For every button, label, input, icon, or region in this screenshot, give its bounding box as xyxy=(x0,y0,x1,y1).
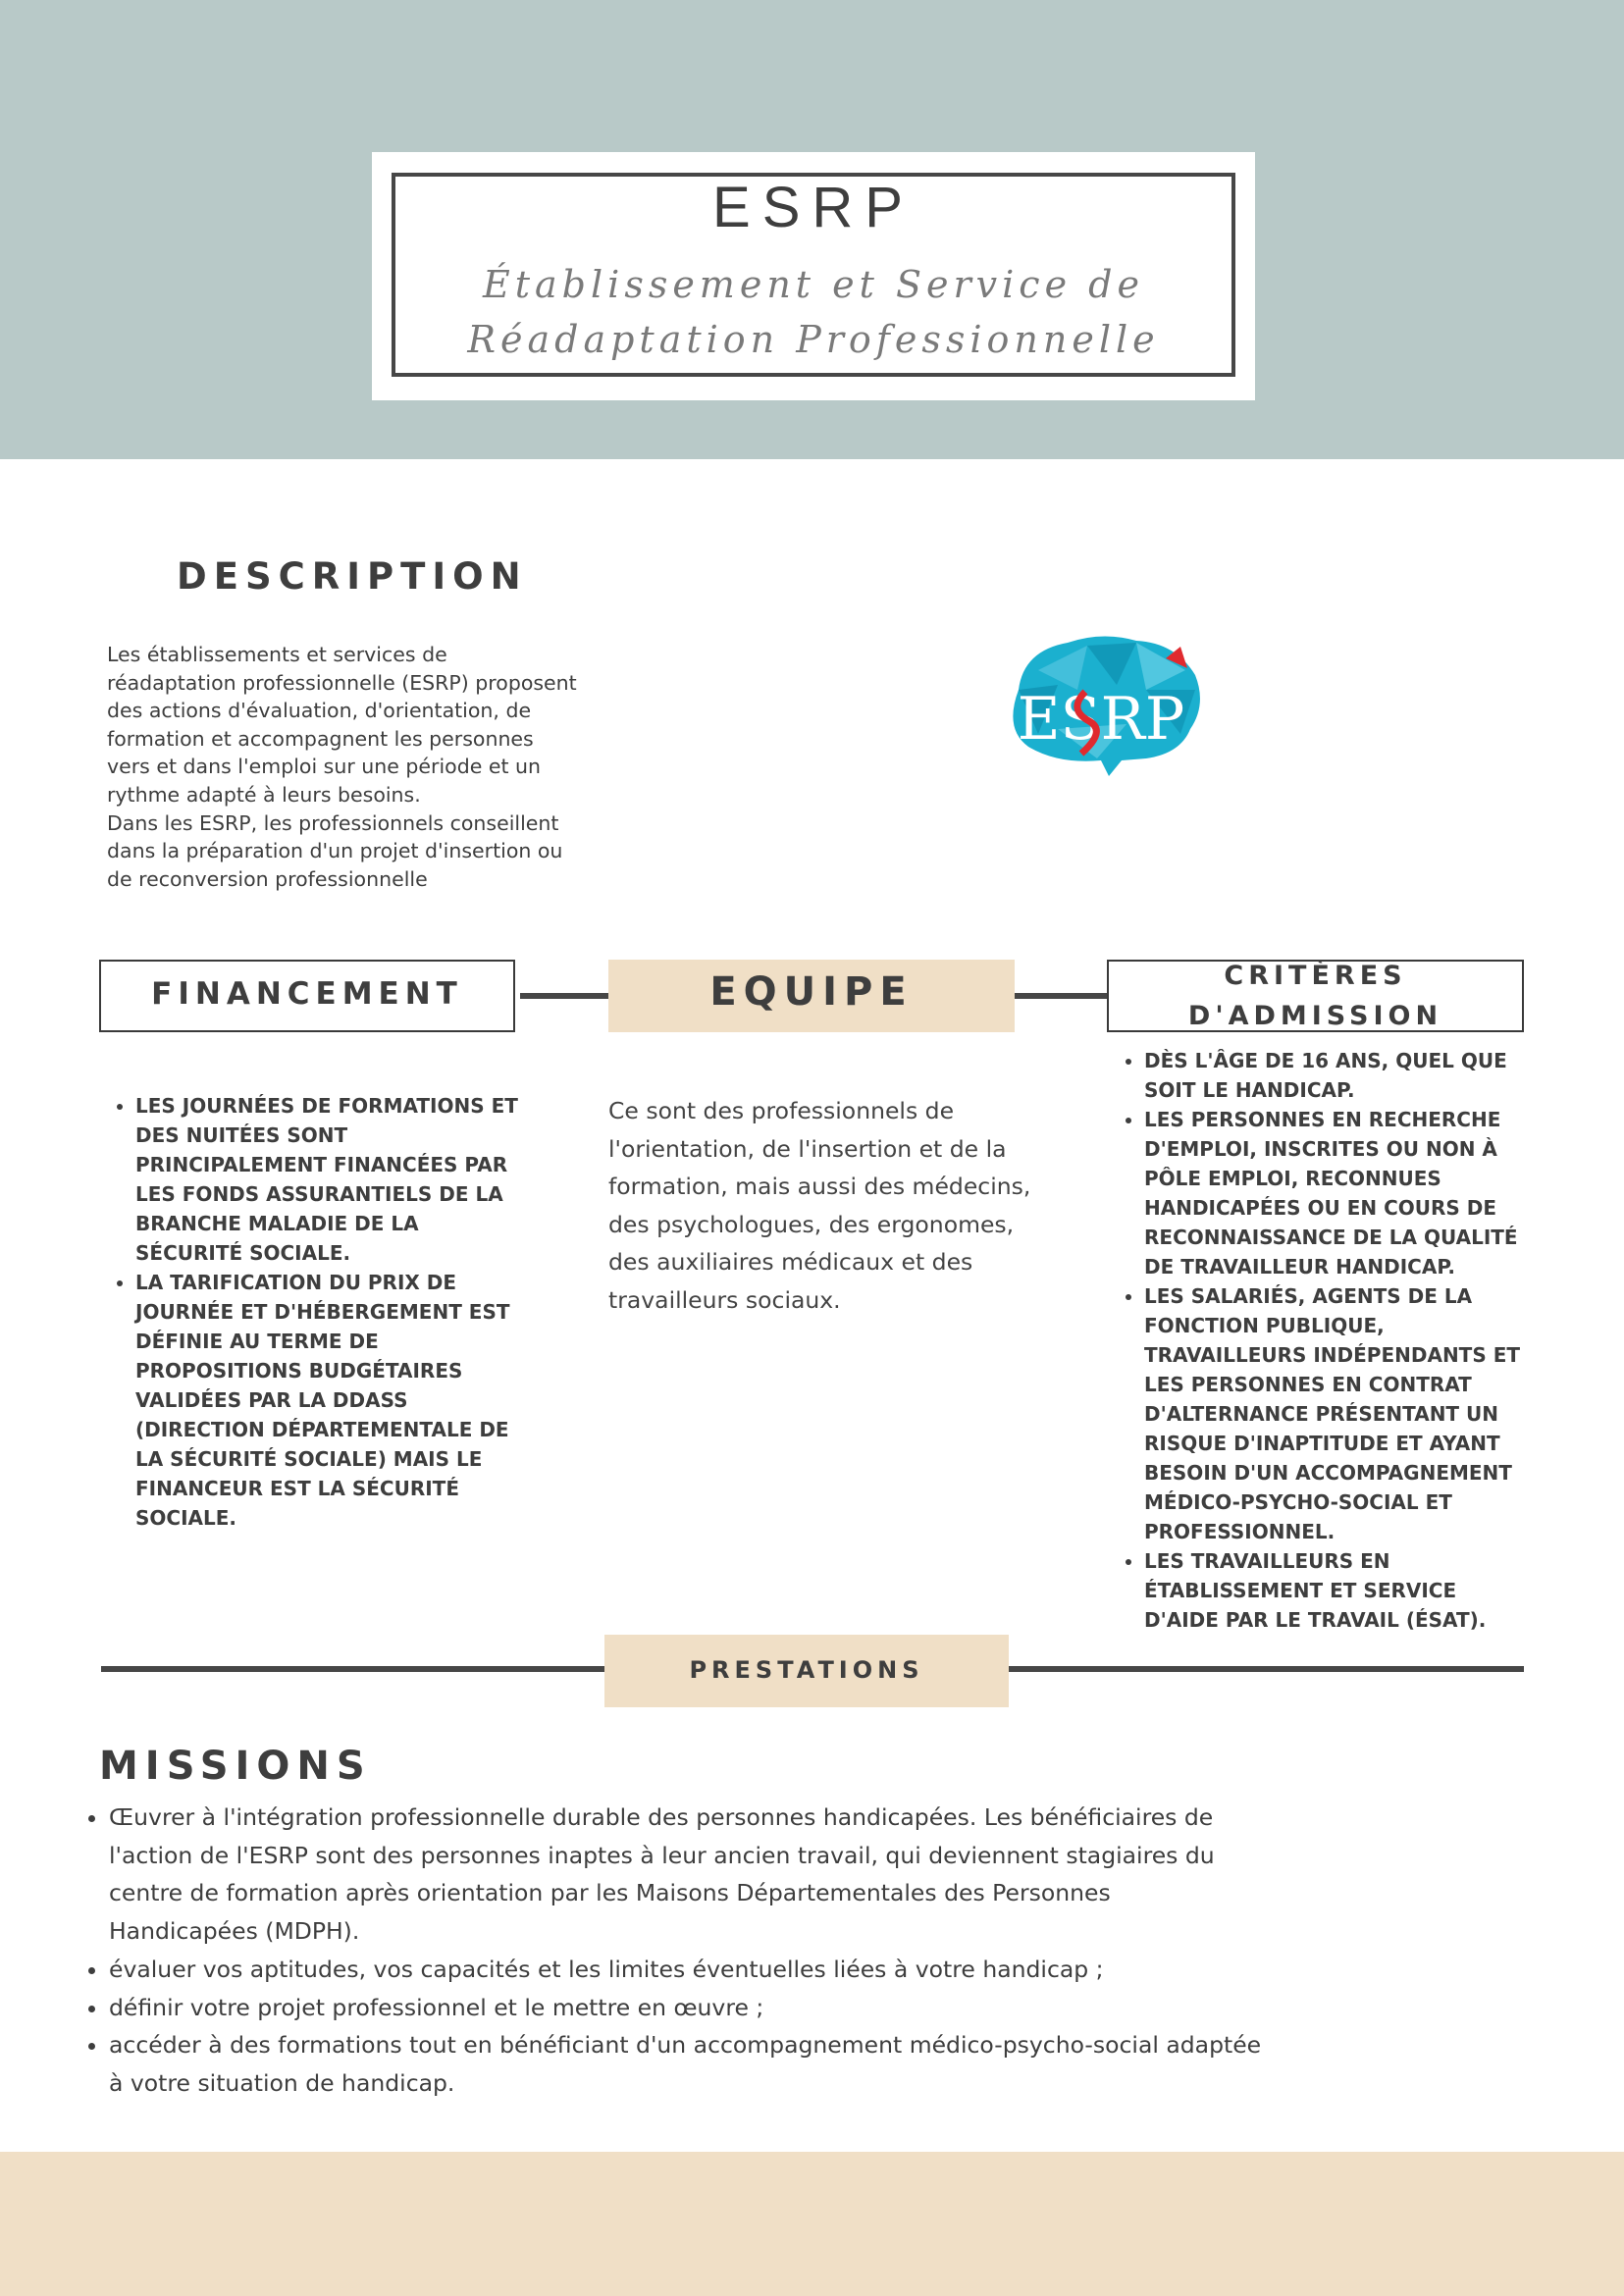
criteres-title-line-2: D'ADMISSION xyxy=(1187,1001,1443,1031)
connector-line xyxy=(1015,993,1107,999)
list-item: • définir votre projet professionnel et le mettre en œuvre ; xyxy=(109,1989,1266,2027)
esrp-brain-logo xyxy=(999,631,1205,788)
list-item: • accéder à des formations tout en bénéficiant d'un accompagnement médico-psycho-social adaptée à votre situation de handicap. xyxy=(109,2026,1266,2102)
list-item: • Œuvrer à l'intégration professionnelle durable des personnes handicapées. Les bénéficiaires de l'action de l'ESRP sont des personnes inaptes à leur ancien travail, qui deviennent stagiaires du centre de formation après orientation par les Maisons Départementales des Personnes Handicapées (MDPH). xyxy=(109,1799,1266,1951)
description-heading: DESCRIPTION xyxy=(177,555,528,598)
list-item: • LES JOURNÉES DE FORMATIONS ET DES NUITÉES SONT PRINCIPALEMENT FINANCÉES PAR LES FONDS ASSURANTIELS DE LA BRANCHE MALADIE DE LA SÉCURITÉ SOCIALE. xyxy=(135,1091,528,1268)
list-item: • LA TARIFICATION DU PRIX DE JOURNÉE ET D'HÉBERGEMENT EST DÉFINIE AU TERME DE PROPOSITIONS BUDGÉTAIRES VALIDÉES PAR LA DDASS (DIRECTION DÉPARTEMENTALE DE LA SÉCURITÉ SOCIALE) MAIS LE FINANCEUR EST LA SÉCURITÉ SOCIALE. xyxy=(135,1268,528,1533)
description-paragraph-2: Dans les ESRP, les professionnels conseillent dans la préparation d'un projet d'insertion ou de reconversion professionnelle xyxy=(107,810,563,891)
criteres-title-line-1: CRITÈRES xyxy=(1224,961,1407,991)
connector-line xyxy=(520,993,608,999)
description-paragraph-1: Les établissements et services de réadaptation professionnelle (ESRP) proposent des actions d'évaluation, d'orientation, de formation et accompagnent les personnes vers et dans l'emploi sur une période et un rythme adapté à leurs besoins. xyxy=(107,643,577,807)
page-subtitle xyxy=(392,257,1235,367)
prestations-title: PRESTATIONS xyxy=(689,1656,924,1684)
missions-heading: MISSIONS xyxy=(99,1744,372,1789)
financement-list xyxy=(106,1091,528,1533)
list-item: • DÈS L'ÂGE DE 16 ANS, QUEL QUE SOIT LE HANDICAP. xyxy=(1144,1046,1537,1105)
equipe-title: EQUIPE xyxy=(709,969,914,1015)
footer-band xyxy=(0,2152,1624,2296)
description-text xyxy=(107,641,578,893)
subtitle-line-1: Établissement et Service de xyxy=(483,263,1144,306)
criteres-title xyxy=(1107,956,1524,1036)
missions-list xyxy=(79,1799,1266,2103)
page-title: ESRP xyxy=(712,176,915,239)
financement-title: FINANCEMENT xyxy=(151,976,463,1012)
list-item: • LES PERSONNES EN RECHERCHE D'EMPLOI, INSCRITES OU NON À PÔLE EMPLOI, RECONNUES HANDICAPÉES OU EN COURS DE RECONNAISSANCE DE LA QUALITÉ DE TRAVAILLEUR HANDICAP. xyxy=(1144,1105,1537,1281)
logo-text: ESRP xyxy=(1017,685,1185,754)
list-item: • LES TRAVAILLEURS EN ÉTABLISSEMENT ET SERVICE D'AIDE PAR LE TRAVAIL (ÉSAT). xyxy=(1144,1546,1537,1635)
subtitle-line-2: Réadaptation Professionnelle xyxy=(467,318,1160,361)
criteres-list xyxy=(1115,1046,1537,1635)
equipe-text: Ce sont des professionnels de l'orientation, de l'insertion et de la formation, mais aussi des médecins, des psychologues, des ergonomes, des auxiliaires médicaux et des travailleurs sociaux. xyxy=(608,1097,1031,1314)
list-item: • évaluer vos aptitudes, vos capacités et les limites éventuelles liées à votre handicap ; xyxy=(109,1951,1266,1989)
list-item: • LES SALARIÉS, AGENTS DE LA FONCTION PUBLIQUE, TRAVAILLEURS INDÉPENDANTS ET LES PERSONNES EN CONTRAT D'ALTERNANCE PRÉSENTANT UN RISQUE D'INAPTITUDE ET AYANT BESOIN D'UN ACCOMPAGNEMENT MÉDICO-PSYCHO-SOCIAL ET PROFESSIONNEL. xyxy=(1144,1281,1537,1546)
